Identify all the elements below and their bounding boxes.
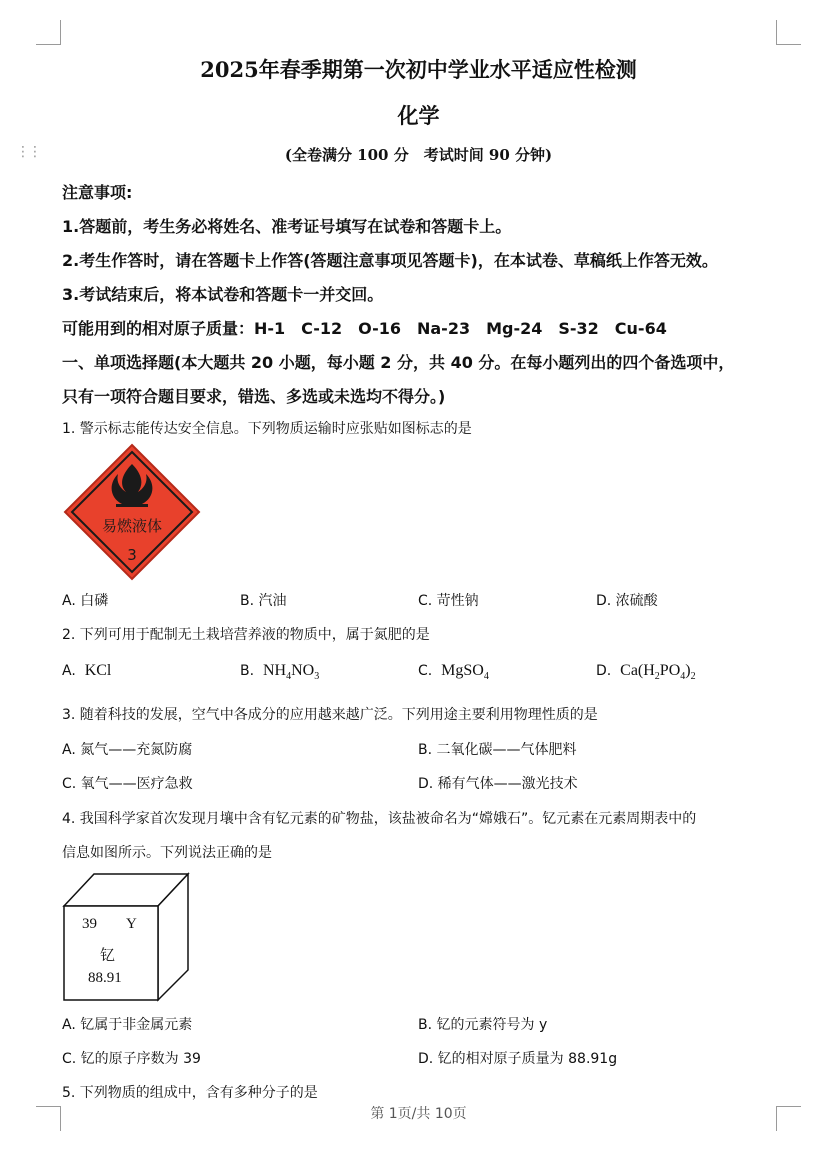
q2-option-b-label: B. bbox=[240, 663, 255, 679]
question-2-stem: 2. 下列可用于配制无土栽培营养液的物质中，属于氮肥的是 bbox=[62, 627, 430, 643]
sign-label: 易燃液体 bbox=[101, 517, 163, 535]
q2-option-d[interactable] bbox=[596, 662, 696, 682]
q2-option-b[interactable] bbox=[240, 662, 319, 682]
formula-kcl: KCl bbox=[84, 662, 112, 679]
section-heading-line2: 只有一项符合题目要求，错选、多选或未选均不得分。) bbox=[62, 387, 446, 406]
q3-option-a[interactable]: A. 氮气——充氮防腐 bbox=[62, 742, 193, 758]
atomic-number: 39 bbox=[82, 916, 97, 932]
q2-option-a-label: A. bbox=[62, 663, 76, 679]
sign-number: 3 bbox=[127, 546, 137, 564]
element-card-yttrium bbox=[62, 870, 190, 1002]
drag-handle-icon[interactable]: ⋮⋮ bbox=[16, 144, 40, 160]
crop-mark-top-right bbox=[776, 20, 801, 45]
flammable-liquid-sign bbox=[62, 442, 202, 582]
formula-nh4no3: $NH_4NO_3$ bbox=[262, 662, 320, 683]
question-1-stem: 1. 警示标志能传达安全信息。下列物质运输时应张贴如图标志的是 bbox=[62, 421, 472, 437]
q1-option-a[interactable]: A. 白磷 bbox=[62, 593, 109, 609]
q4-option-d[interactable]: D. 钇的相对原子质量为 88.91g bbox=[418, 1051, 618, 1067]
atomic-masses: 可能用到的相对原子质量：H-1 C-12 O-16 Na-23 Mg-24 S-32 Cu-64 bbox=[62, 319, 667, 338]
q3-option-c[interactable]: C. 氧气——医疗急救 bbox=[62, 776, 193, 792]
q2-option-a[interactable] bbox=[62, 662, 111, 680]
q2-option-c[interactable] bbox=[418, 662, 489, 682]
question-5-stem: 5. 下列物质的组成中，含有多种分子的是 bbox=[62, 1085, 318, 1101]
subject-title: 化学 bbox=[397, 103, 440, 128]
q1-option-b[interactable]: B. 汽油 bbox=[240, 593, 287, 609]
q4-option-b[interactable]: B. 钇的元素符号为 y bbox=[418, 1017, 548, 1033]
q2-option-c-label: C. bbox=[418, 663, 433, 679]
page-title: 2025年春季期第一次初中学业水平适应性检测 bbox=[200, 57, 637, 82]
note-item-2: 2.考生作答时，请在答题卡上作答(答题注意事项见答题卡)，在本试卷、草稿纸上作答无效。 bbox=[62, 251, 718, 270]
element-name: 钇 bbox=[100, 946, 116, 964]
q4-option-a[interactable]: A. 钇属于非金属元素 bbox=[62, 1017, 193, 1033]
note-item-3: 3.考试结束后，将本试卷和答题卡一并交回。 bbox=[62, 285, 384, 304]
q3-option-b[interactable]: B. 二氧化碳——气体肥料 bbox=[418, 742, 577, 758]
formula-mgso4: MgSO$_4$ bbox=[441, 662, 489, 683]
notes-heading: 注意事项: bbox=[62, 183, 133, 202]
section-heading-line1: 一、单项选择题(本大题共 20 小题，每小题 2 分，共 40 分。在每小题列出的四个备选项中， bbox=[62, 353, 735, 372]
question-4-stem-line2: 信息如图所示。下列说法正确的是 bbox=[62, 845, 272, 861]
note-item-1: 1.答题前，考生务必将姓名、准考证号填写在试卷和答题卡上。 bbox=[62, 217, 512, 236]
q3-option-d[interactable]: D. 稀有气体——激光技术 bbox=[418, 776, 578, 792]
exam-info: (全卷满分 100 分 考试时间 90 分钟) bbox=[284, 146, 553, 164]
question-4-stem-line1: 4. 我国科学家首次发现月壤中含有钇元素的矿物盐，该盐被命名为“嫦娥石”。钇元素在元素周期表中的 bbox=[62, 811, 697, 827]
q4-option-c[interactable]: C. 钇的原子序数为 39 bbox=[62, 1051, 201, 1067]
question-3-stem: 3. 随着科技的发展，空气中各成分的应用越来越广泛。下列用途主要利用物理性质的是 bbox=[62, 707, 598, 723]
q1-option-d[interactable]: D. 浓硫酸 bbox=[596, 593, 658, 609]
formula-ca-h2po4-2: $Ca(H_2PO_4)_2$ bbox=[620, 662, 696, 683]
atomic-mass: 88.91 bbox=[88, 970, 122, 986]
element-symbol: Y bbox=[126, 916, 137, 932]
page-number: 第 1页/共 10页 bbox=[370, 1106, 467, 1122]
q1-option-c[interactable]: C. 苛性钠 bbox=[418, 593, 479, 609]
q2-option-d-label: D. bbox=[596, 663, 612, 679]
crop-mark-top-left bbox=[36, 20, 61, 45]
